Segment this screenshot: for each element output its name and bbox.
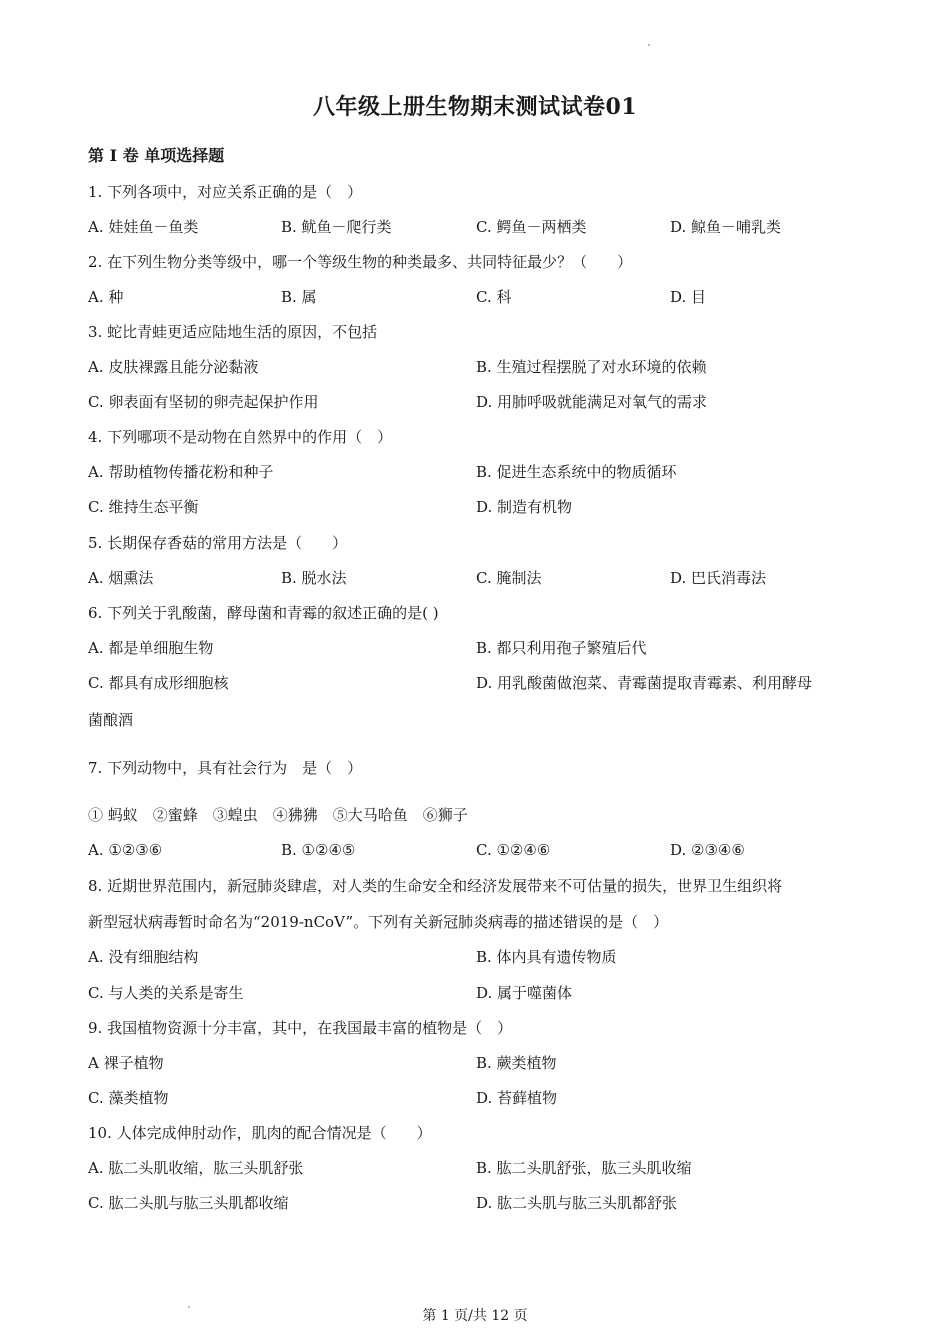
question-2-option-d: D. 目	[670, 288, 707, 306]
question-1-option-d: D. 鲸鱼－哺乳类	[670, 218, 782, 236]
question-8-stem: 8. 近期世界范围内，新冠肺炎肆虐，对人类的生命安全和经济发展带来不可估量的损失，世界卫生组织将	[88, 877, 783, 895]
question-4-option-c: C. 维持生态平衡	[88, 498, 199, 516]
section-heading: 第 I 卷 单项选择题	[88, 146, 225, 165]
question-1-stem: 1. 下列各项中，对应关系正确的是（ ）	[88, 183, 363, 201]
question-9-option-c: C. 藻类植物	[88, 1089, 169, 1107]
question-7-option-c: C. ①②④⑥	[476, 841, 551, 859]
question-2-option-a: A. 种	[88, 288, 124, 306]
question-3-option-b: B. 生殖过程摆脱了对水环境的依赖	[476, 358, 707, 376]
question-7-option-d: D. ②③④⑥	[670, 841, 745, 859]
question-8-stem-continued: 新型冠状病毒暂时命名为“2019-nCoV”。下列有关新冠肺炎病毒的描述错误的是（ ）	[88, 913, 669, 931]
question-6-stem: 6. 下列关于乳酸菌，酵母菌和青霉的叙述正确的是( )	[88, 604, 439, 622]
question-8-option-d: D. 属于噬菌体	[476, 984, 573, 1002]
question-10-option-b: B. 肱二头肌舒张，肱三头肌收缩	[476, 1159, 692, 1177]
question-8-option-b: B. 体内具有遗传物质	[476, 948, 617, 966]
question-3-option-c: C. 卵表面有坚韧的卵壳起保护作用	[88, 393, 319, 411]
question-9-option-a: A 裸子植物	[88, 1054, 164, 1072]
page-title: 八年级上册生物期末测试试卷01	[312, 94, 638, 120]
decorative-dot	[648, 44, 650, 46]
question-1-option-b: B. 鱿鱼－爬行类	[281, 218, 392, 236]
question-6-option-d-continued: 菌酿酒	[88, 711, 134, 729]
question-3-option-d: D. 用肺呼吸就能满足对氧气的需求	[476, 393, 708, 411]
question-1-option-a: A. 娃娃鱼－鱼类	[88, 218, 199, 236]
question-6-option-c: C. 都具有成形细胞核	[88, 674, 229, 692]
question-5-option-a: A. 烟熏法	[88, 569, 154, 587]
page-number-footer: 第 1 页/共 12 页	[422, 1308, 528, 1324]
question-5-option-c: C. 腌制法	[476, 569, 542, 587]
question-8-option-c: C. 与人类的关系是寄生	[88, 984, 244, 1002]
question-4-option-b: B. 促进生态系统中的物质循环	[476, 463, 677, 481]
question-5-option-d: D. 巴氏消毒法	[670, 569, 767, 587]
question-9-stem: 9. 我国植物资源十分丰富，其中，在我国最丰富的植物是（ ）	[88, 1019, 513, 1037]
question-4-stem: 4. 下列哪项不是动物在自然界中的作用（ ）	[88, 428, 393, 446]
question-2-option-b: B. 属	[281, 288, 317, 306]
question-2-stem: 2. 在下列生物分类等级中，哪一个等级生物的种类最多、共同特征最少？（ ）	[88, 253, 633, 271]
question-10-option-a: A. 肱二头肌收缩，肱三头肌舒张	[88, 1159, 304, 1177]
question-9-option-b: B. 蕨类植物	[476, 1054, 557, 1072]
question-3-option-a: A. 皮肤裸露且能分泌黏液	[88, 358, 259, 376]
question-10-option-c: C. 肱二头肌与肱三头肌都收缩	[88, 1194, 289, 1212]
question-3-stem: 3. 蛇比青蛙更适应陆地生活的原因，不包括	[88, 323, 378, 341]
question-4-option-d: D. 制造有机物	[476, 498, 573, 516]
question-5-option-b: B. 脱水法	[281, 569, 347, 587]
question-9-option-d: D. 苔藓植物	[476, 1089, 558, 1107]
question-7-option-b: B. ①②④⑤	[281, 841, 356, 859]
question-4-option-a: A. 帮助植物传播花粉和种子	[88, 463, 274, 481]
question-6-option-d: D. 用乳酸菌做泡菜、青霉菌提取青霉素、利用酵母	[476, 674, 813, 692]
question-7-option-a: A. ①②③⑥	[88, 841, 163, 859]
question-10-stem: 10. 人体完成伸肘动作，肌肉的配合情况是（ ）	[88, 1124, 432, 1142]
question-5-stem: 5. 长期保存香菇的常用方法是（ ）	[88, 534, 348, 552]
question-8-option-a: A. 没有细胞结构	[88, 948, 199, 966]
question-7-items: ① 蚂蚁 ②蜜蜂 ③蝗虫 ④狒狒 ⑤大马哈鱼 ⑥狮子	[88, 806, 468, 824]
question-2-option-c: C. 科	[476, 288, 512, 306]
question-6-option-a: A. 都是单细胞生物	[88, 639, 214, 657]
question-10-option-d: D. 肱二头肌与肱三头肌都舒张	[476, 1194, 678, 1212]
question-1-option-c: C. 鳄鱼－两栖类	[476, 218, 587, 236]
question-7-stem: 7. 下列动物中，具有社会行为 是（ ）	[88, 759, 363, 777]
question-6-option-b: B. 都只利用孢子繁殖后代	[476, 639, 647, 657]
